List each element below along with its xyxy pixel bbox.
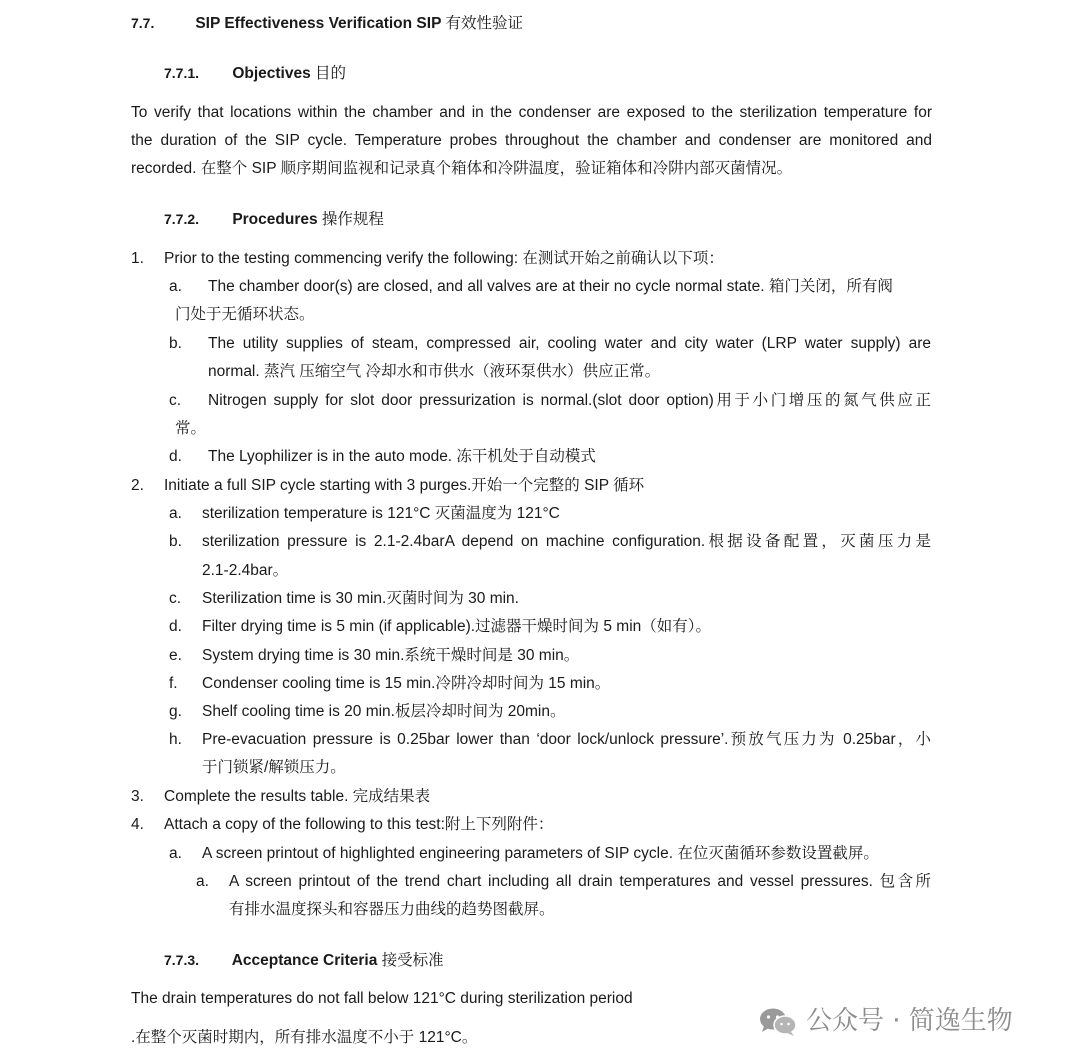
list-item-text: The utility supplies of steam, compressed air, cooling water and city water (LRP water supply) are xyxy=(208,335,931,352)
list-item-text: Complete the results table. 完成结果表 xyxy=(164,788,431,805)
list-item-text-cont: 有排水温度探头和容器压力曲线的趋势图截屏。 xyxy=(229,901,555,918)
section-number: 7.7.2. xyxy=(164,211,200,227)
list-marker: h. xyxy=(169,731,182,748)
objectives-line-2: the duration of the SIP cycle. Temperature probes throughout the chamber and condenser are monitored and xyxy=(131,132,932,149)
list-item-text: Prior to the testing commencing verify the following: 在测试开始之前确认以下项： xyxy=(164,250,724,267)
list-item-text-cont: 2.1-2.4bar。 xyxy=(202,562,289,579)
section-number: 7.7. xyxy=(131,15,155,31)
section-heading-7-7-1 xyxy=(164,62,346,85)
list-marker: c. xyxy=(169,590,182,607)
list-marker: e. xyxy=(169,647,182,664)
section-heading-7-7 xyxy=(131,12,523,35)
section-title: Objectives xyxy=(232,65,311,82)
section-title: Procedures xyxy=(232,211,318,228)
wechat-icon xyxy=(758,1007,798,1037)
list-item-text-cont: 门处于无循环状态。 xyxy=(175,306,315,323)
acceptance-line-2: .在整个灭菌时期内，所有排水温度不小于 121°C。 xyxy=(131,1029,478,1046)
list-marker: 3. xyxy=(131,788,144,805)
section-title-cn: 目的 xyxy=(315,64,347,82)
watermark xyxy=(758,1003,1058,1039)
section-number: 7.7.1. xyxy=(164,65,200,81)
list-item-text: Condenser cooling time is 15 min.冷阱冷却时间为 15 min。 xyxy=(202,675,611,692)
section-title-cn: 操作规程 xyxy=(321,210,384,228)
list-marker: 2. xyxy=(131,477,144,494)
list-marker: 4. xyxy=(131,816,144,833)
section-title-cn: 有效性验证 xyxy=(445,14,523,32)
list-marker: a. xyxy=(196,873,209,890)
section-title: SIP Effectiveness Verification SIP xyxy=(195,15,442,32)
list-item-text: Initiate a full SIP cycle starting with 3 purges.开始一个完整的 SIP 循环 xyxy=(164,477,645,494)
list-item-text: Nitrogen supply for slot door pressurization is normal.(slot door option)用于小门增压的氮气供应正 xyxy=(208,392,931,409)
list-marker: b. xyxy=(169,533,182,550)
list-marker: f. xyxy=(169,675,178,692)
list-marker: d. xyxy=(169,448,182,465)
list-marker: c. xyxy=(169,392,182,409)
list-marker: a. xyxy=(169,278,182,295)
list-marker: a. xyxy=(169,505,182,522)
list-marker: 1. xyxy=(131,250,144,267)
section-title-cn: 接受标准 xyxy=(381,951,444,969)
list-item-text-cont: normal. 蒸汽 压缩空气 冷却水和市供水（液环泵供水）供应正常。 xyxy=(208,363,661,380)
objectives-line-1: To verify that locations within the chamber and in the condenser are exposed to the sterilization temperature for xyxy=(131,104,932,121)
section-number: 7.7.3. xyxy=(164,952,200,968)
list-item-text: A screen printout of highlighted engineering parameters of SIP cycle. 在位灭菌循环参数设置截屏。 xyxy=(202,845,879,862)
acceptance-line-1: The drain temperatures do not fall below 121°C during sterilization period xyxy=(131,990,633,1007)
list-item-text: Attach a copy of the following to this test:附上下列附件： xyxy=(164,816,554,833)
list-item-text: The Lyophilizer is in the auto mode. 冻干机处于自动模式 xyxy=(208,448,596,465)
objectives-line-3: recorded. 在整个 SIP 顺序期间监视和记录真个箱体和冷阱温度，验证箱体和冷阱内部灭菌情况。 xyxy=(131,160,793,177)
list-item-text: Sterilization time is 30 min.灭菌时间为 30 min. xyxy=(202,590,519,607)
list-item-text: Pre-evacuation pressure is 0.25bar lower than ‘door lock/unlock pressure’.预放气压力为 0.25bar，小 xyxy=(202,731,931,748)
list-marker: d. xyxy=(169,618,182,635)
list-item-text-cont: 常。 xyxy=(175,420,207,437)
section-heading-7-7-3 xyxy=(164,949,444,972)
list-marker: b. xyxy=(169,335,182,352)
list-item-text: System drying time is 30 min.系统干燥时间是 30 min。 xyxy=(202,647,580,664)
list-item-text: Filter drying time is 5 min (if applicable).过滤器干燥时间为 5 min（如有）。 xyxy=(202,618,712,635)
list-item-text: The chamber door(s) are closed, and all valves are at their no cycle normal state. 箱门关闭，所有阀 xyxy=(208,278,893,295)
section-title: Acceptance Criteria xyxy=(231,952,378,969)
list-item-text-cont: 于门锁紧/解锁压力。 xyxy=(202,759,346,776)
list-marker: a. xyxy=(169,845,182,862)
list-item-text: sterilization temperature is 121°C 灭菌温度为 121°C xyxy=(202,505,560,522)
watermark-text: 公众号 · 简逸生物 xyxy=(806,1006,1013,1036)
section-heading-7-7-2 xyxy=(164,208,384,231)
list-marker: g. xyxy=(169,703,182,720)
list-item-text: A screen printout of the trend chart including all drain temperatures and vessel pressures. 包含所 xyxy=(229,873,931,890)
list-item-text: sterilization pressure is 2.1-2.4barA depend on machine configuration.根据设备配置，灭菌压力是 xyxy=(202,533,931,550)
list-item-text: Shelf cooling time is 20 min.板层冷却时间为 20min。 xyxy=(202,703,566,720)
